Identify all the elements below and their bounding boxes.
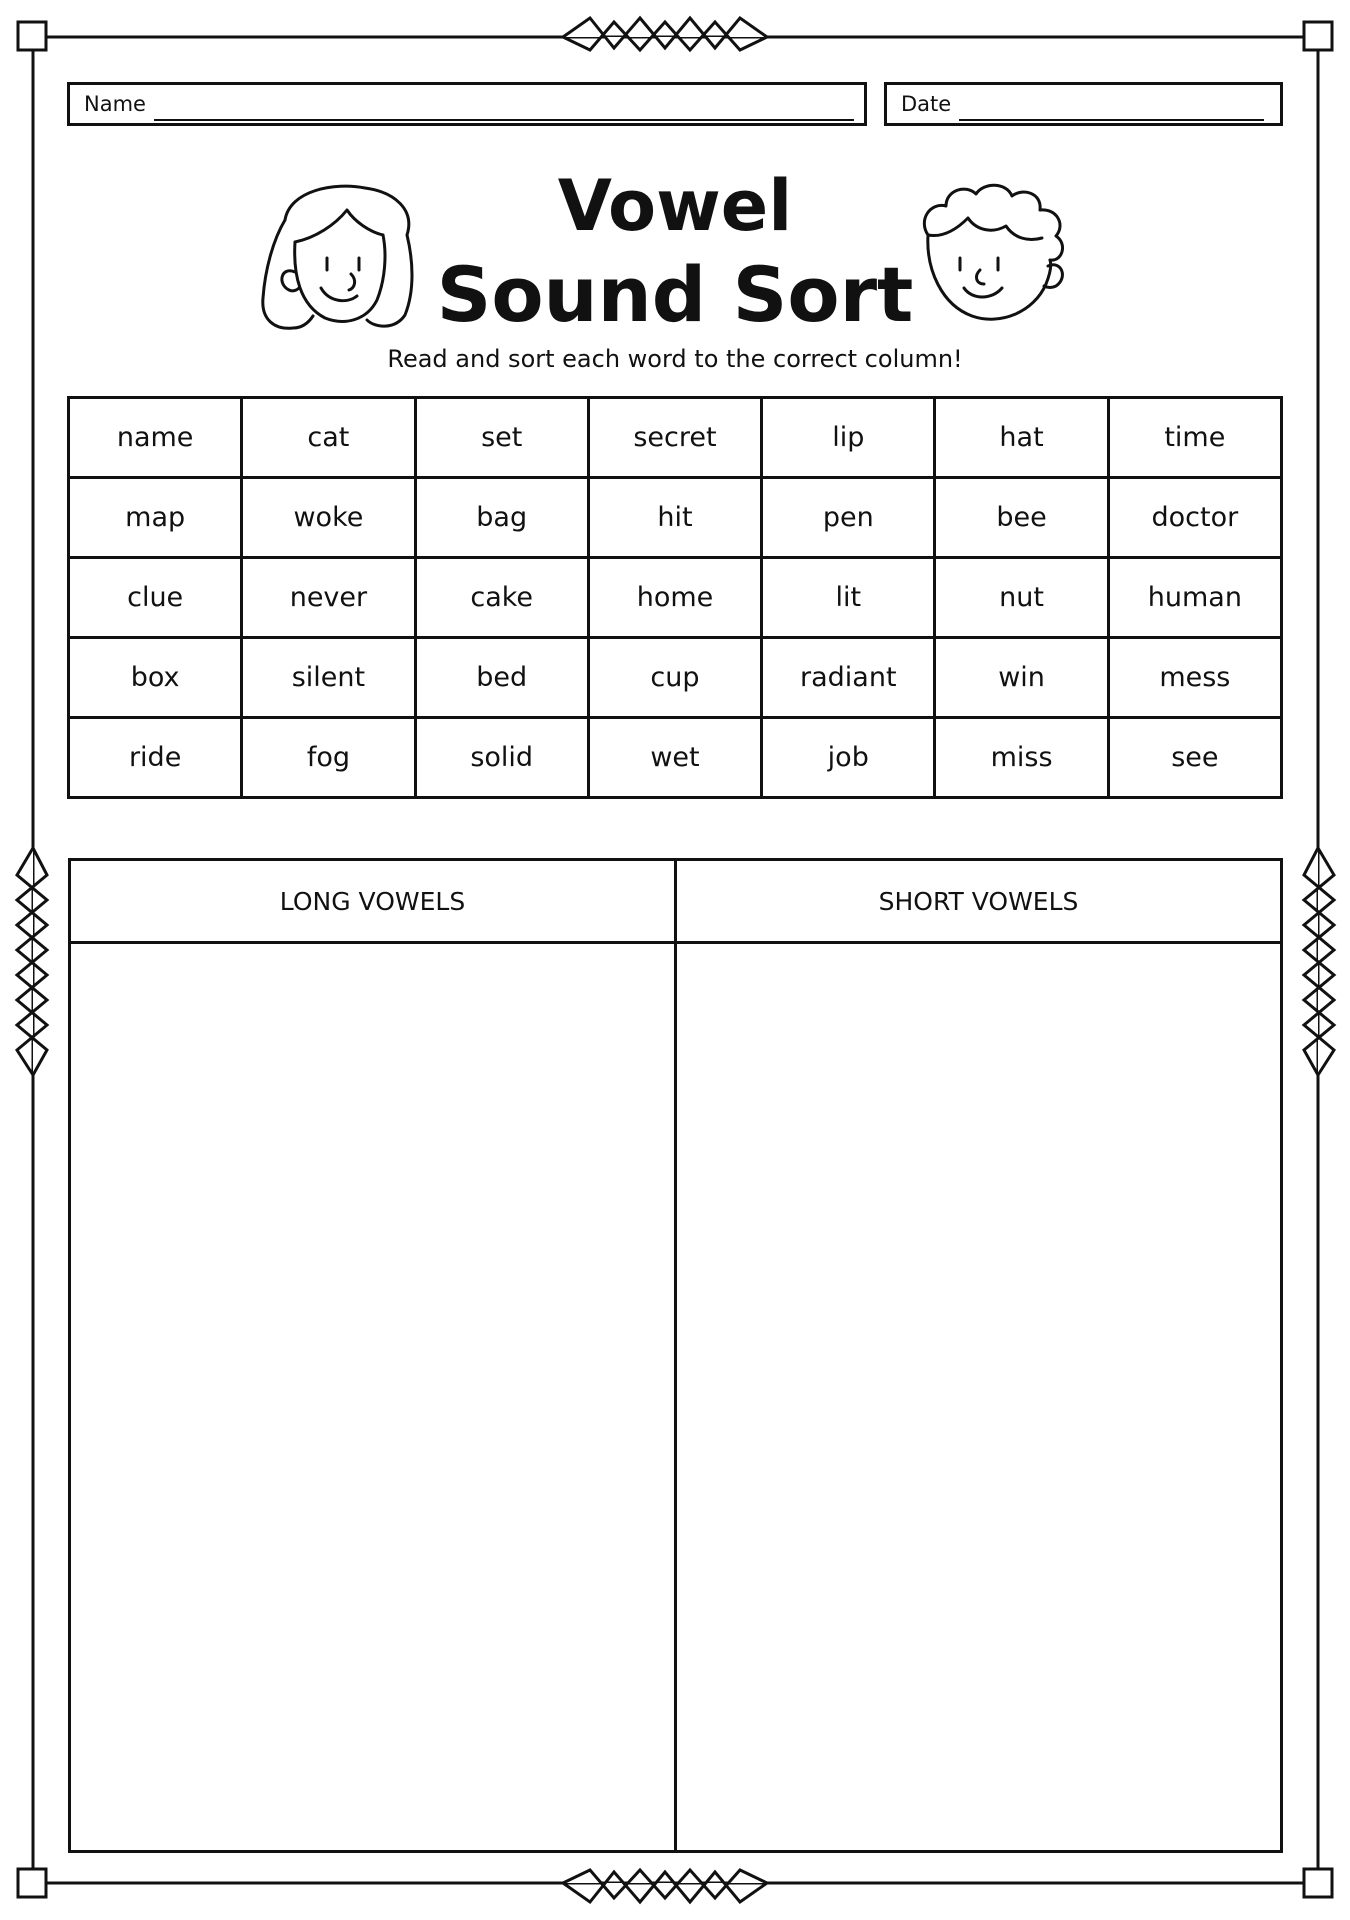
word-cell: fog: [242, 718, 415, 798]
word-cell: hit: [588, 478, 761, 558]
word-cell: time: [1108, 398, 1281, 478]
page-title-line-1: Vowel: [557, 165, 793, 247]
sort-header-row: [70, 860, 1282, 943]
name-field[interactable]: [67, 82, 867, 126]
word-cell: never: [242, 558, 415, 638]
word-cell: bag: [415, 478, 588, 558]
word-cell: clue: [69, 558, 242, 638]
word-cell: mess: [1108, 638, 1281, 718]
sort-answer-row: [70, 943, 1282, 1852]
word-cell: bed: [415, 638, 588, 718]
word-cell: job: [762, 718, 935, 798]
word-cell: woke: [242, 478, 415, 558]
page-title-line-2: Sound Sort: [436, 250, 914, 339]
word-cell: home: [588, 558, 761, 638]
word-cell: cup: [588, 638, 761, 718]
word-cell: see: [1108, 718, 1281, 798]
long-vowels-header: LONG VOWELS: [70, 860, 676, 943]
word-cell: doctor: [1108, 478, 1281, 558]
word-row: [69, 398, 1282, 478]
word-cell: lip: [762, 398, 935, 478]
word-grid: [67, 396, 1283, 799]
word-row: [69, 478, 1282, 558]
long-vowels-answer-area[interactable]: [70, 943, 676, 1852]
date-label: Date: [901, 92, 952, 116]
word-cell: bee: [935, 478, 1108, 558]
word-row: [69, 558, 1282, 638]
word-cell: box: [69, 638, 242, 718]
word-cell: ride: [69, 718, 242, 798]
date-write-line[interactable]: [959, 97, 1264, 121]
word-cell: lit: [762, 558, 935, 638]
short-vowels-header: SHORT VOWELS: [676, 860, 1282, 943]
word-cell: wet: [588, 718, 761, 798]
word-cell: pen: [762, 478, 935, 558]
word-cell: hat: [935, 398, 1108, 478]
word-cell: win: [935, 638, 1108, 718]
name-label: Name: [84, 92, 146, 116]
word-cell: secret: [588, 398, 761, 478]
word-cell: map: [69, 478, 242, 558]
word-cell: nut: [935, 558, 1108, 638]
short-vowels-answer-area[interactable]: [676, 943, 1282, 1852]
sort-table: [68, 858, 1283, 1853]
word-cell: cake: [415, 558, 588, 638]
word-cell: cat: [242, 398, 415, 478]
word-cell: miss: [935, 718, 1108, 798]
word-cell: set: [415, 398, 588, 478]
word-cell: solid: [415, 718, 588, 798]
word-cell: name: [69, 398, 242, 478]
word-row: [69, 718, 1282, 798]
word-cell: radiant: [762, 638, 935, 718]
instructions: Read and sort each word to the correct column!: [387, 345, 963, 373]
name-write-line[interactable]: [154, 97, 854, 121]
word-cell: silent: [242, 638, 415, 718]
date-field[interactable]: [884, 82, 1283, 126]
word-cell: human: [1108, 558, 1281, 638]
word-row: [69, 638, 1282, 718]
